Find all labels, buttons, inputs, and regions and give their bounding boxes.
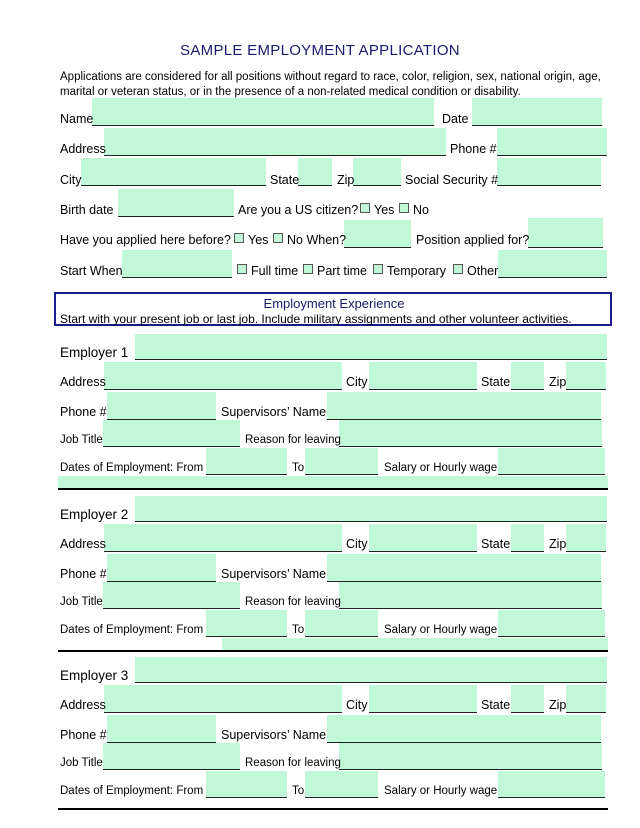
employer-3-dates-label: Dates of Employment: From bbox=[60, 785, 204, 797]
employer-1-divider bbox=[58, 488, 608, 490]
full-time-label: Full time bbox=[251, 264, 299, 278]
employer-3-salary-label: Salary or Hourly wage bbox=[384, 785, 498, 797]
date-input[interactable] bbox=[472, 98, 602, 126]
employer-1-job-title-input[interactable] bbox=[103, 420, 240, 447]
applied-before-label: Have you applied here before? bbox=[60, 233, 231, 247]
employer-1-reason-input[interactable] bbox=[339, 420, 602, 447]
employer-3-city-label: City bbox=[346, 698, 368, 712]
other-checkbox[interactable] bbox=[453, 264, 463, 274]
start-when-label: Start When bbox=[60, 264, 123, 278]
employer-2-state-label: State bbox=[481, 537, 511, 551]
name-input[interactable] bbox=[92, 98, 434, 126]
employer-2-zip-label: Zip bbox=[549, 537, 567, 551]
employer-3-zip-label: Zip bbox=[549, 698, 567, 712]
employer-2-from-input[interactable] bbox=[206, 610, 287, 637]
employer-2-city-input[interactable] bbox=[369, 524, 477, 552]
phone-input[interactable] bbox=[497, 128, 607, 156]
full-time-checkbox[interactable] bbox=[237, 264, 247, 274]
employer-3-reason-label: Reason for leaving bbox=[245, 757, 341, 769]
city-label: City bbox=[60, 173, 82, 187]
employer-3-state-input[interactable] bbox=[511, 685, 544, 713]
other-input[interactable] bbox=[498, 250, 607, 278]
employer-3-job-title-input[interactable] bbox=[103, 743, 240, 770]
employer-1-state-input[interactable] bbox=[511, 362, 544, 390]
employer-1-address-input[interactable] bbox=[104, 362, 342, 390]
employer-3-divider bbox=[58, 808, 608, 810]
employer-1-heading: Employer 1 bbox=[60, 345, 129, 360]
temporary-checkbox[interactable] bbox=[373, 264, 383, 274]
employer-3-zip-input[interactable] bbox=[566, 685, 606, 713]
employer-2-supervisor-label: Supervisors’ Name bbox=[221, 567, 327, 581]
employer-1-notes-input[interactable] bbox=[58, 476, 608, 488]
employer-3-heading: Employer 3 bbox=[60, 668, 129, 683]
zip-input[interactable] bbox=[353, 158, 401, 186]
employer-3-job-title-label: Job Title bbox=[60, 757, 103, 769]
citizen-no-label: No bbox=[413, 203, 429, 217]
zip-label: Zip bbox=[337, 173, 355, 187]
employer-2-supervisor-input[interactable] bbox=[327, 554, 601, 582]
date-label: Date bbox=[442, 112, 469, 126]
employer-3-from-input[interactable] bbox=[206, 771, 287, 798]
name-label: Name bbox=[60, 112, 94, 126]
ssn-label: Social Security # bbox=[405, 173, 499, 187]
address-input[interactable] bbox=[104, 128, 446, 156]
experience-instructions: Start with your present job or last job. Include military assignments and other volunteer activities. bbox=[60, 312, 572, 326]
employer-1-phone-input[interactable] bbox=[107, 392, 216, 420]
employer-3-city-input[interactable] bbox=[369, 685, 477, 713]
employer-1-to-label: To bbox=[292, 462, 305, 474]
employer-1-city-label: City bbox=[346, 375, 368, 389]
employer-3-state-label: State bbox=[481, 698, 511, 712]
employer-2-reason-input[interactable] bbox=[339, 582, 602, 609]
citizen-yes-label: Yes bbox=[374, 203, 395, 217]
employer-3-salary-input[interactable] bbox=[498, 771, 605, 798]
employer-2-city-label: City bbox=[346, 537, 368, 551]
employer-2-name-input[interactable] bbox=[135, 496, 607, 522]
temporary-label: Temporary bbox=[387, 264, 447, 278]
position-label: Position applied for? bbox=[416, 233, 530, 247]
us-citizen-label: Are you a US citizen? bbox=[238, 203, 359, 217]
employer-2-reason-label: Reason for leaving bbox=[245, 596, 341, 608]
employer-2-phone-label: Phone # bbox=[60, 567, 107, 581]
experience-heading: Employment Experience bbox=[263, 296, 405, 311]
employer-2-to-label: To bbox=[292, 624, 305, 636]
employer-1-phone-label: Phone # bbox=[60, 405, 107, 419]
applied-yes-label: Yes bbox=[248, 233, 269, 247]
employer-3-reason-input[interactable] bbox=[339, 743, 602, 770]
applied-yes-checkbox[interactable] bbox=[234, 233, 244, 243]
address-label: Address bbox=[60, 142, 106, 156]
employer-1-dates-label: Dates of Employment: From bbox=[60, 462, 204, 474]
employer-3-phone-input[interactable] bbox=[107, 715, 216, 743]
part-time-checkbox[interactable] bbox=[303, 264, 313, 274]
state-label: State bbox=[270, 173, 300, 187]
employer-1-supervisor-input[interactable] bbox=[327, 392, 601, 420]
employer-3-phone-label: Phone # bbox=[60, 728, 107, 742]
birth-date-label: Birth date bbox=[60, 203, 114, 217]
intro-line-1: Applications are considered for all positions without regard to race, color, religion, sex, national origin, age, bbox=[60, 71, 601, 83]
employer-2-divider bbox=[58, 650, 608, 652]
employer-1-salary-label: Salary or Hourly wage bbox=[384, 462, 498, 474]
applied-when-input[interactable] bbox=[344, 220, 411, 248]
start-when-input[interactable] bbox=[122, 250, 232, 278]
employer-2-salary-label: Salary or Hourly wage bbox=[384, 624, 498, 636]
employer-2-notes-input[interactable] bbox=[222, 638, 608, 650]
employer-1-state-label: State bbox=[481, 375, 511, 389]
city-input[interactable] bbox=[81, 158, 266, 186]
employer-2-address-input[interactable] bbox=[104, 524, 342, 552]
employer-2-address-label: Address bbox=[60, 537, 106, 551]
employer-2-salary-input[interactable] bbox=[498, 610, 605, 637]
employer-2-dates-label: Dates of Employment: From bbox=[60, 624, 204, 636]
state-input[interactable] bbox=[298, 158, 332, 186]
part-time-label: Part time bbox=[317, 264, 368, 278]
intro-line-2: marital or veteran status, or in the presence of a non-related medical condition or disability. bbox=[60, 86, 521, 98]
employer-2-job-title-input[interactable] bbox=[103, 582, 240, 609]
birth-date-input[interactable] bbox=[118, 189, 234, 217]
employer-3-address-input[interactable] bbox=[104, 685, 342, 713]
employer-1-zip-input[interactable] bbox=[566, 362, 606, 390]
employer-1-from-input[interactable] bbox=[206, 448, 287, 475]
employer-2-to-input[interactable] bbox=[305, 610, 378, 637]
employer-2-state-input[interactable] bbox=[511, 524, 544, 552]
employer-3-name-input[interactable] bbox=[135, 657, 607, 683]
position-input[interactable] bbox=[528, 218, 603, 248]
employer-2-zip-input[interactable] bbox=[566, 524, 606, 552]
employer-3-supervisor-input[interactable] bbox=[327, 715, 601, 743]
citizen-yes-checkbox[interactable] bbox=[360, 203, 370, 213]
employer-1-supervisor-label: Supervisors’ Name bbox=[221, 405, 327, 419]
employer-3-supervisor-label: Supervisors’ Name bbox=[221, 728, 327, 742]
employer-1-zip-label: Zip bbox=[549, 375, 567, 389]
employer-1-salary-input[interactable] bbox=[498, 448, 605, 475]
other-label: Other bbox=[467, 264, 499, 278]
employer-1-address-label: Address bbox=[60, 375, 106, 389]
employer-2-heading: Employer 2 bbox=[60, 507, 129, 522]
applied-no-checkbox[interactable] bbox=[273, 233, 283, 243]
employer-3-to-label: To bbox=[292, 785, 305, 797]
employer-3-to-input[interactable] bbox=[305, 771, 378, 798]
employer-1-to-input[interactable] bbox=[305, 448, 378, 475]
citizen-no-checkbox[interactable] bbox=[399, 203, 409, 213]
employer-3-address-label: Address bbox=[60, 698, 106, 712]
employer-2-phone-input[interactable] bbox=[107, 554, 216, 582]
form-title: SAMPLE EMPLOYMENT APPLICATION bbox=[180, 42, 460, 59]
employer-1-city-input[interactable] bbox=[369, 362, 477, 390]
employer-1-job-title-label: Job Title bbox=[60, 434, 103, 446]
employer-2-job-title-label: Job Title bbox=[60, 596, 103, 608]
phone-label: Phone # bbox=[450, 142, 497, 156]
employer-1-reason-label: Reason for leaving bbox=[245, 434, 341, 446]
ssn-input[interactable] bbox=[497, 158, 601, 186]
applied-no-label: No When? bbox=[287, 233, 347, 247]
employer-1-name-input[interactable] bbox=[135, 334, 607, 360]
